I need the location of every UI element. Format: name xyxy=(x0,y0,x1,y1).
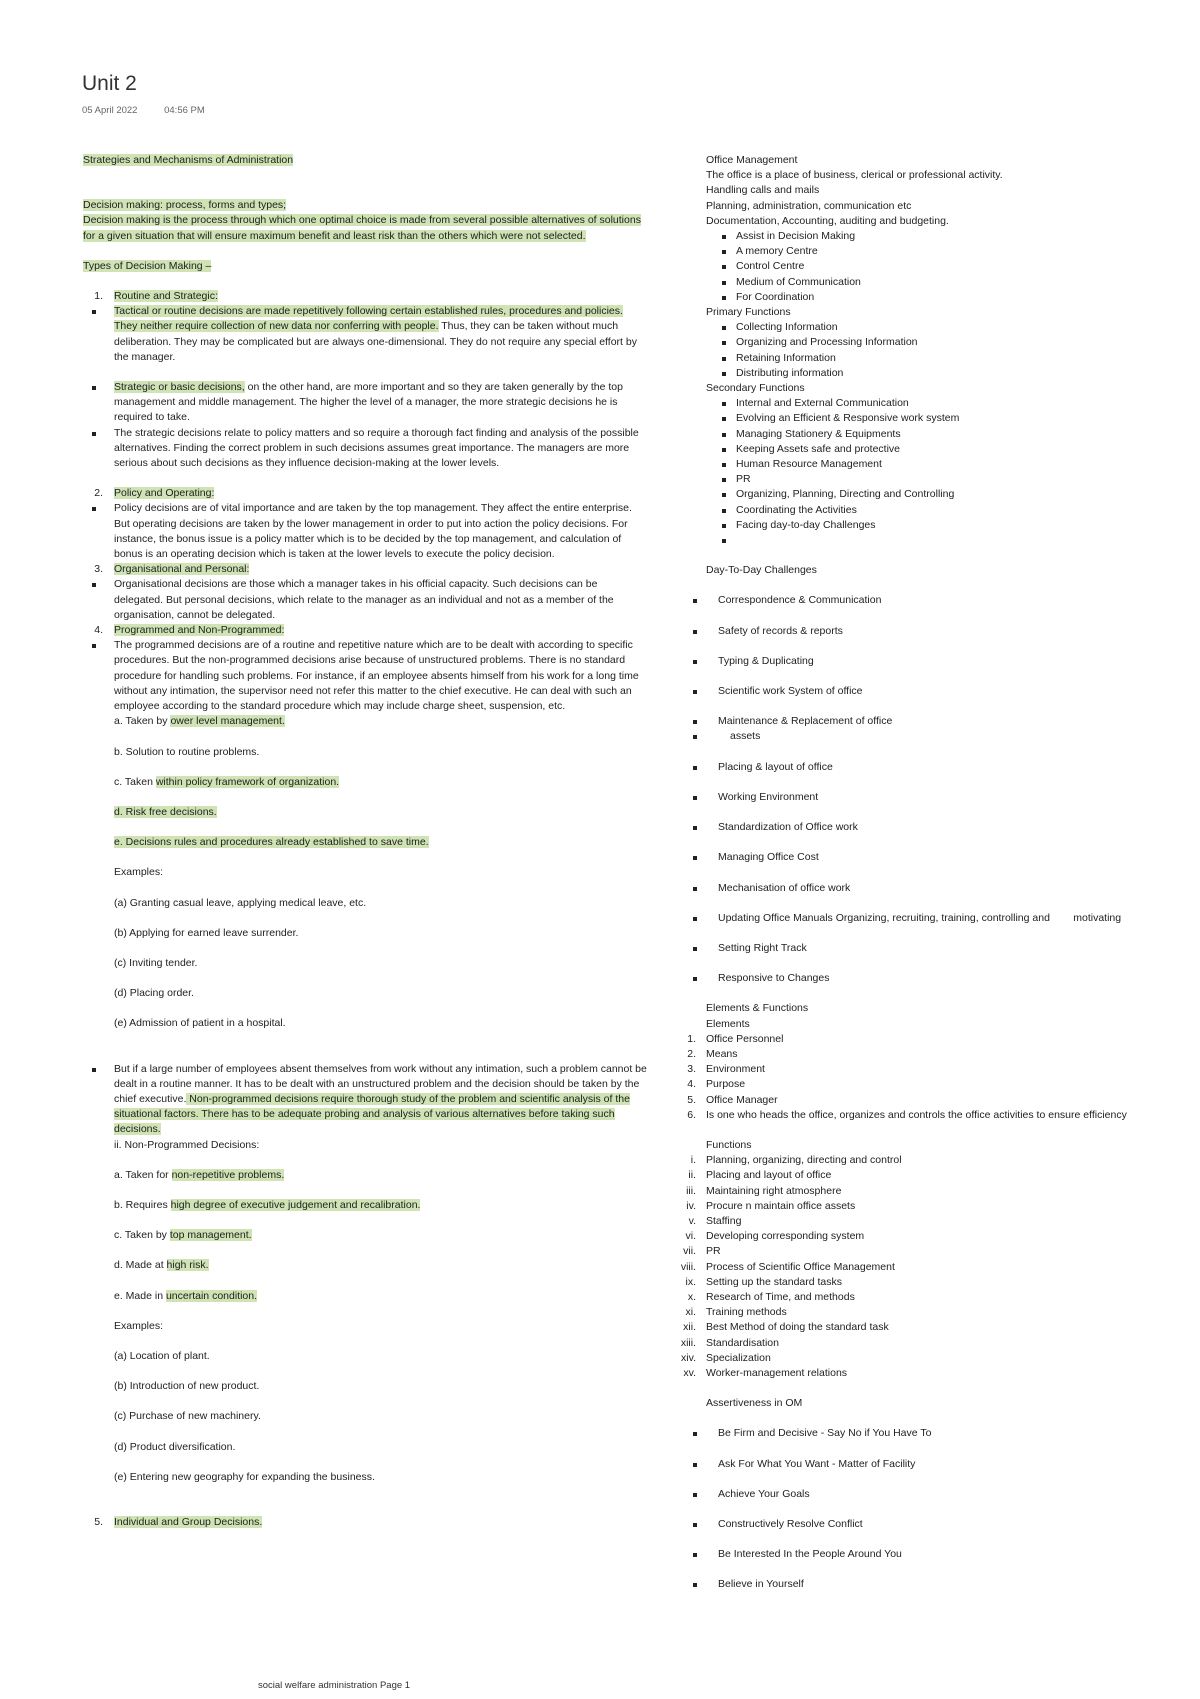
example-item: (d) Product diversification. xyxy=(114,1440,236,1453)
examples-label: Examples: xyxy=(114,1319,164,1332)
office-management-title: Office Management xyxy=(706,154,798,166)
list-item: Internal and External Communication xyxy=(706,396,1186,411)
list-item: vi. Developing corresponding system xyxy=(685,1230,865,1243)
example-item: (c) Purchase of new machinery. xyxy=(114,1410,261,1423)
list-item: Strategic or basic decisions, on the other hand, are more important and so they are taken generally by the top management and middle management. The higher the level of a manager, the more strategic decisions he is required to take. xyxy=(83,380,648,426)
list-item: Placing & layout of office xyxy=(706,760,1186,775)
list-item: Coordinating the Activities xyxy=(706,503,1186,518)
list-item: A memory Centre xyxy=(706,244,1186,259)
examples-label: Examples: xyxy=(114,866,164,879)
non-programmed-d: d. Made at high risk. xyxy=(114,1259,209,1272)
example-item: (a) Location of plant. xyxy=(114,1349,210,1362)
list-item: Tactical or routine decisions are made repetitively following certain established rules, procedures and policies. They neither require collection of new data nor conferring with people. Thus, they can be taken without much deliberation. They may be complicated but are always one-dimensional. They do not require any special effort by the manager. xyxy=(83,304,648,365)
list-item: xi. Training methods xyxy=(685,1306,787,1319)
list-item: assets xyxy=(706,729,1186,744)
list-item: Organizing and Processing Information xyxy=(706,335,1186,350)
list-item: Working Environment xyxy=(706,790,1186,805)
secondary-functions-title: Secondary Functions xyxy=(706,382,805,395)
list-item: Be Interested In the People Around You xyxy=(706,1547,1186,1562)
list-item: Standardization of Office work xyxy=(706,820,1186,835)
types-title: Types of Decision Making – xyxy=(83,259,212,272)
list-item: 3. Environment xyxy=(687,1063,765,1076)
list-item: xv. Worker-management relations xyxy=(683,1366,848,1379)
list-item: 5. Office Manager xyxy=(687,1093,778,1106)
non-programmed-a: a. Taken for non-repetitive problems. xyxy=(114,1168,285,1181)
list-item: Updating Office Manuals Organizing, recruiting, training, controlling and motivating xyxy=(706,911,1186,926)
list-item: Assist in Decision Making xyxy=(706,229,1186,244)
type-item-3: 3. Organisational and Personal: xyxy=(94,563,250,576)
list-item: Organizing, Planning, Directing and Controlling xyxy=(706,487,1186,502)
list-item: 2. Means xyxy=(687,1047,738,1060)
functions-title: Functions xyxy=(706,1138,752,1151)
list-item: iv. Procure n maintain office assets xyxy=(686,1199,856,1212)
list-item: Keeping Assets safe and protective xyxy=(706,442,1186,457)
list-item: Typing & Duplicating xyxy=(706,654,1186,669)
primary-functions-title: Primary Functions xyxy=(706,306,791,319)
type-item-4: 4. Programmed and Non-Programmed: xyxy=(94,624,285,637)
om-line: Planning, administration, communication etc xyxy=(706,199,912,212)
assertiveness-title: Assertiveness in OM xyxy=(706,1397,803,1410)
list-item: Correspondence & Communication xyxy=(706,593,1186,608)
list-item: Medium of Communication xyxy=(706,275,1186,290)
list-item: Control Centre xyxy=(706,259,1186,274)
list-item: Human Resource Management xyxy=(706,457,1186,472)
list-item: xii. Best Method of doing the standard task xyxy=(683,1321,889,1334)
list-item: Facing day-to-day Challenges xyxy=(706,518,1186,533)
list-item: Distributing information xyxy=(706,366,1186,381)
decision-making-definition: Decision making is the process through which one optimal choice is made from several possible alternatives of solutions for a given situation that will ensure maximum benefit and least risk than the others which were not selected. xyxy=(83,214,641,242)
list-item: Safety of records & reports xyxy=(706,624,1186,639)
programmed-c: c. Taken within policy framework of organization. xyxy=(114,775,340,788)
non-programmed-b: b. Requires high degree of executive judgement and recalibration. xyxy=(114,1198,421,1211)
list-item: Believe in Yourself xyxy=(706,1577,1186,1592)
list-item: Evolving an Efficient & Responsive work system xyxy=(706,411,1186,426)
list-item: Managing Stationery & Equipments xyxy=(706,427,1186,442)
list-item: Achieve Your Goals xyxy=(706,1487,1186,1502)
list-item: iii. Maintaining right atmosphere xyxy=(686,1184,842,1197)
page-meta xyxy=(82,105,229,116)
example-item: (a) Granting casual leave, applying medical leave, etc. xyxy=(114,896,367,909)
list-item: Setting Right Track xyxy=(706,941,1186,956)
non-programmed-c: c. Taken by top management. xyxy=(114,1229,252,1242)
list-item: Managing Office Cost xyxy=(706,850,1186,865)
challenges-title: Day-To-Day Challenges xyxy=(706,564,817,577)
list-item: The strategic decisions relate to policy matters and so require a thorough fact finding and analysis of the possible alternatives. Finding the correct problem in such decisions assumes great importance. The managers are more serious about such decisions as they influence decision-making at the lower levels. xyxy=(83,426,648,472)
om-line: Handling calls and mails xyxy=(706,184,820,197)
list-item: For Coordination xyxy=(706,290,1186,305)
list-item: xiii. Standardisation xyxy=(680,1336,779,1349)
list-item: Collecting Information xyxy=(706,320,1186,335)
list-item: ii. Placing and layout of office xyxy=(688,1169,832,1182)
list-item: But if a large number of employees absent themselves from work without any intimation, such a problem cannot be dealt in a routine manner. It has to be dealt with an unstructured problem and the decision should be taken by the chief executive. Non-programmed decisions require thorough study of the problem and scientific analysis of the situational factors. There has to be adequate probing and analysis of various alternatives before taking such decisions. xyxy=(83,1062,648,1138)
programmed-b: b. Solution to routine problems. xyxy=(114,745,260,758)
type-item-2: 2. Policy and Operating: xyxy=(94,487,215,500)
non-programmed-e: e. Made in uncertain condition. xyxy=(114,1289,258,1302)
list-item: Ask For What You Want - Matter of Facility xyxy=(706,1457,1186,1472)
list-item: ix. Setting up the standard tasks xyxy=(685,1275,843,1288)
type-item-1: 1. Routine and Strategic: xyxy=(94,290,218,303)
elements-functions-title: Elements & Functions xyxy=(706,1002,809,1015)
list-item: Policy decisions are of vital importance and are taken by the top management. They affect the entire enterprise. But operating decisions are taken by the lower management in order to put into action the policy decisions. For instance, the bonus issue is a policy matter which is to be decided by the top management, and calculation of bonus is an operating decision which is taken at the lower levels to execute the policy decision. xyxy=(83,501,648,562)
list-item: x. Research of Time, and methods xyxy=(687,1290,855,1303)
list-item: xiv. Specialization xyxy=(681,1351,771,1364)
example-item: (b) Introduction of new product. xyxy=(114,1380,260,1393)
elements-title: Elements xyxy=(706,1017,750,1030)
list-item: viii. Process of Scientific Office Management xyxy=(680,1260,895,1273)
programmed-e: e. Decisions rules and procedures already established to save time. xyxy=(114,836,429,849)
page-title: Unit 2 xyxy=(82,72,137,95)
list-item: Organisational decisions are those which a manager takes in his official capacity. Such decisions can be delegated. But personal decisions, which relate to the manager as an individual and not as a member of the organisation, cannot be delegated. xyxy=(83,577,648,623)
right-column xyxy=(680,153,1186,1608)
om-line: Documentation, Accounting, auditing and budgeting. xyxy=(706,214,949,227)
list-item xyxy=(706,533,1186,548)
list-item: vii. PR xyxy=(683,1245,721,1258)
functions-list xyxy=(680,1153,1186,1381)
list-item: Retaining Information xyxy=(706,351,1186,366)
list-item: Mechanisation of office work xyxy=(706,881,1186,896)
example-item: (d) Placing order. xyxy=(114,987,194,1000)
page-time: 04:56 PM xyxy=(164,105,205,116)
list-item: The programmed decisions are of a routine and repetitive nature which are to be dealt with according to specific procedures. But the non-programmed decisions arise because of unstructured problems. There is no standard procedure for handling such problems. For instance, if an employee absents himself from his work for a long time without any intimation, the supervisor need not refer this matter to the chief executive. He can deal with such an employee according to the standard procedure which may include charge sheet, suspension, etc. xyxy=(83,638,648,714)
list-item: Maintenance & Replacement of office xyxy=(706,714,1186,729)
list-item: Be Firm and Decisive - Say No if You Have To xyxy=(706,1426,1186,1441)
list-item: Scientific work System of office xyxy=(706,684,1186,699)
list-item: 4. Purpose xyxy=(687,1078,746,1091)
example-item: (e) Entering new geography for expanding the business. xyxy=(114,1470,375,1483)
example-item: (c) Inviting tender. xyxy=(114,956,198,969)
example-item: (e) Admission of patient in a hospital. xyxy=(114,1017,286,1030)
decision-making-title: Decision making: process, forms and types; xyxy=(83,199,287,212)
programmed-d: d. Risk free decisions. xyxy=(114,805,217,818)
left-column xyxy=(83,153,648,1530)
page-date: 05 April 2022 xyxy=(82,105,138,116)
list-item: 1. Office Personnel xyxy=(687,1032,784,1045)
list-item: PR xyxy=(706,472,1186,487)
section-heading: Strategies and Mechanisms of Administration xyxy=(83,154,294,166)
list-item: Responsive to Changes xyxy=(706,971,1186,986)
list-item: 6. Is one who heads the office, organizes and controls the office activities to ensure efficiency xyxy=(687,1108,1127,1121)
list-item: i. Planning, organizing, directing and control xyxy=(690,1154,902,1167)
type-item-5: 5. Individual and Group Decisions. xyxy=(94,1515,263,1528)
non-programmed-title: ii. Non-Programmed Decisions: xyxy=(114,1138,260,1151)
om-line: The office is a place of business, clerical or professional activity. xyxy=(706,169,1003,182)
example-item: (b) Applying for earned leave surrender. xyxy=(114,926,299,939)
page-footer: social welfare administration Page 1 xyxy=(258,1680,411,1691)
list-item: Constructively Resolve Conflict xyxy=(706,1517,1186,1532)
list-item: v. Staffing xyxy=(688,1214,742,1227)
programmed-a: a. Taken by ower level management. xyxy=(114,715,285,728)
